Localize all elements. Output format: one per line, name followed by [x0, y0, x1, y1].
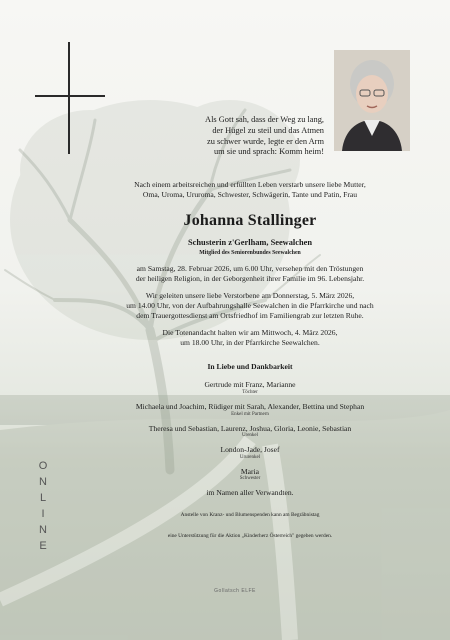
- obituary-text: [100, 180, 400, 539]
- donation-notice: Anstelle von Kranz- und Blumenspenden kann am Begräbnistag: [180, 511, 320, 518]
- death-line: am Samstag, 28. Februar 2026, um 6.00 Uhr, versehen mit den Tröstungen: [136, 264, 364, 274]
- portrait-photo: [334, 50, 410, 151]
- poem-line: um sie und sprach: Komm heim!: [213, 147, 324, 157]
- online-letter: I: [41, 508, 45, 520]
- poem: [150, 115, 324, 158]
- thanks-heading: In Liebe und Dankbarkeit: [207, 362, 293, 372]
- funeral-line: dem Trauergottesdienst am Ortsfriedhof im Familiengrab zur letzten Ruhe.: [136, 310, 364, 320]
- family-names: Theresa und Sebastian, Laurenz, Joshua, Gloria, Leonie, Sebastian: [148, 423, 352, 433]
- deceased-name: Johanna Stallinger: [183, 212, 317, 230]
- family-names: Michaela und Joachim, Rüdiger mit Sarah, Alexander, Bettina und Stephan: [135, 401, 365, 411]
- family-relation: Urenkel: [241, 433, 259, 439]
- donation-notice: eine Unterstützung für die Aktion „Kinderherz Österreich" gegeben werden.: [167, 532, 333, 539]
- funeral-home-logo: Gollatsch ELFE: [214, 588, 256, 594]
- deceased-subtitle: Schusterin z'Gerlham, Seewalchen: [188, 238, 312, 248]
- family-relation: Töchter: [242, 389, 258, 395]
- online-vertical-label: [37, 458, 49, 554]
- online-letter: E: [39, 540, 47, 552]
- membership-note: Mitglied des Seniorenbundes Seewalchen: [199, 250, 301, 257]
- funeral-line: um 14.00 Uhr, von der Aufbahrungshalle Seewalchen in die Pfarrkirche und nach: [126, 300, 374, 310]
- online-letter: N: [39, 476, 47, 488]
- closing-line: im Namen aller Verwandten.: [206, 488, 294, 498]
- online-letter: O: [38, 460, 48, 472]
- family-names: Gertrude mit Franz, Marianne: [204, 380, 296, 390]
- funeral-line: Wir geleiten unsere liebe Verstorbene am Donnerstag, 5. März 2026,: [145, 291, 355, 301]
- prayer-line: um 18.00 Uhr, in der Pfarrkirche Seewalchen.: [180, 337, 320, 347]
- death-line: der heiligen Religion, in der Geborgenheit ihrer Familie im 96. Lebensjahr.: [135, 273, 365, 283]
- online-letter: L: [39, 492, 47, 504]
- family-relation: Ururenkel: [239, 454, 261, 460]
- family-relation: Enkel mit Partnern: [231, 411, 269, 417]
- cross-horizontal-bar: [35, 95, 105, 97]
- poem-line: Als Gott sah, dass der Weg zu lang,: [205, 115, 324, 124]
- family-relation: Schwester: [239, 476, 261, 482]
- family-names: London-Jade, Josef: [220, 445, 280, 455]
- cross-vertical-bar: [68, 42, 70, 154]
- family-names: Maria: [240, 466, 260, 476]
- online-letter: N: [39, 524, 47, 536]
- intro-line: Oma, Uroma, Ururoma, Schwester, Schwägerin, Tante und Patin, Frau: [142, 189, 358, 199]
- poem-line: zu schwer wurde, legte er den Arm: [207, 136, 324, 146]
- prayer-line: Die Totenandacht halten wir am Mittwoch, 4. März 2026,: [162, 328, 338, 338]
- intro-line: Nach einem arbeitsreichen und erfüllten Leben verstarb unsere liebe Mutter,: [134, 180, 366, 189]
- poem-line: der Hügel zu steil und das Atmen: [212, 125, 324, 135]
